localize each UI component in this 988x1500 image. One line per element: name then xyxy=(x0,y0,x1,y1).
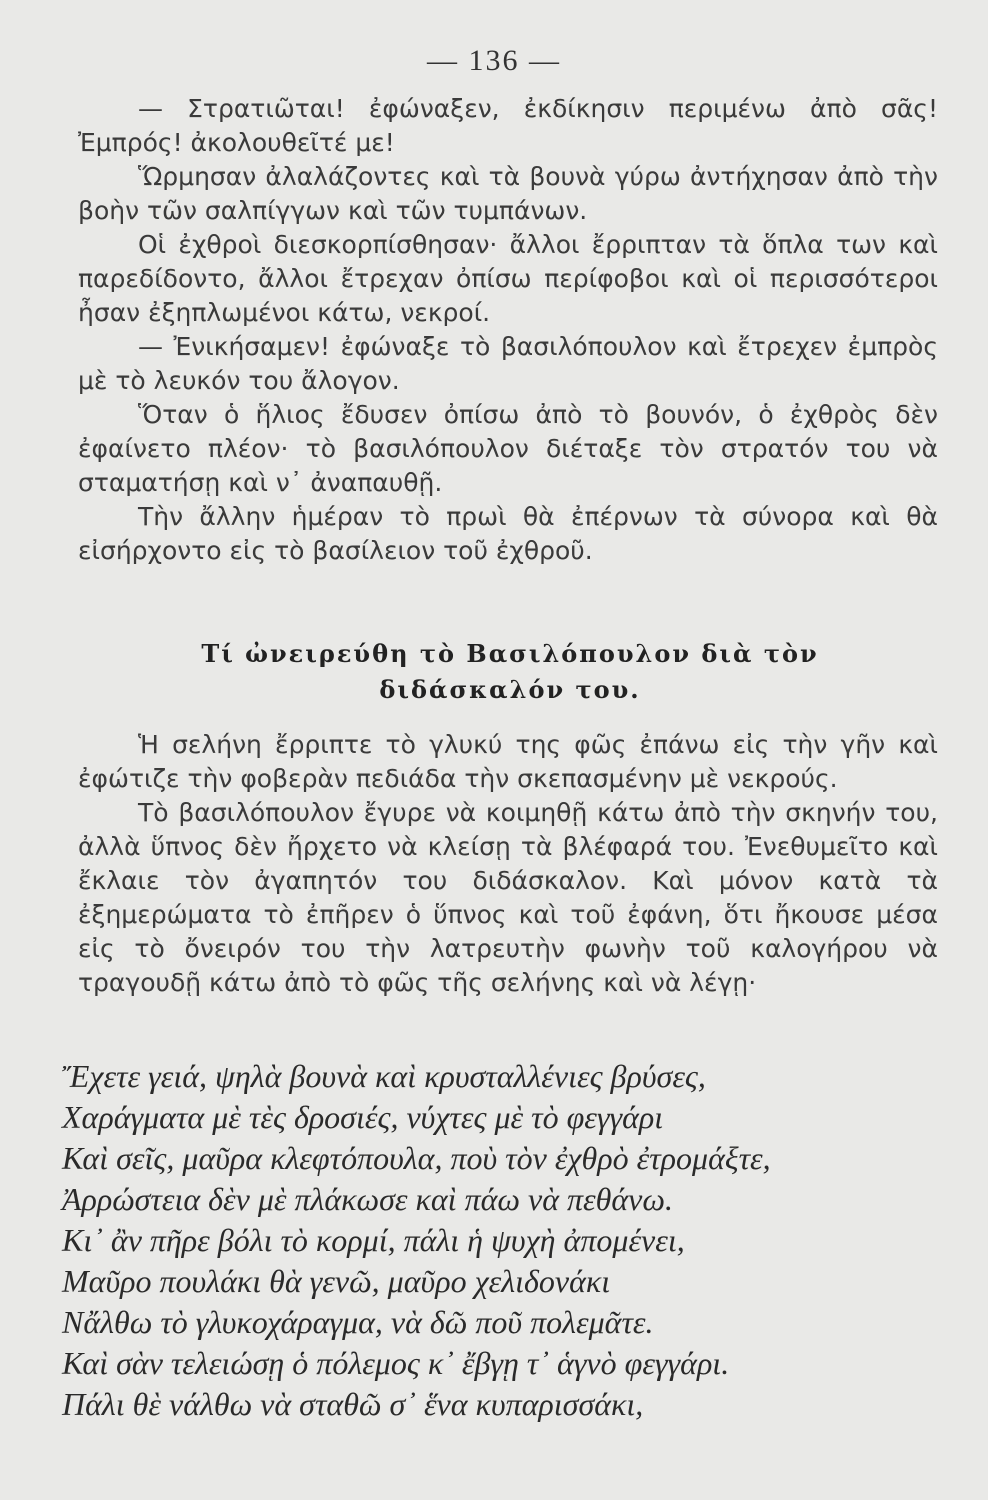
paragraph: Οἱ ἐχθροὶ διεσκορπίσθησαν· ἄλλοι ἔρριπταν τὰ ὅπλα των καὶ παρεδίδοντο, ἄλλοι ἔτρεχαν ὀπίσω περίφοβοι καὶ οἱ περισσότεροι ἦσαν ἐξηπλωμένοι κάτω, νεκροί. xyxy=(78,230,938,327)
paragraph: Τὴν ἄλλην ἡμέραν τὸ πρωὶ θὰ ἐπέρνων τὰ σύνορα καὶ θὰ εἰσήρχοντο εἰς τὸ βασίλειον τοῦ ἐχθροῦ. xyxy=(78,502,938,565)
paragraph: — Ἐνικήσαμεν! ἐφώναξε τὸ βασιλόπουλον καὶ ἔτρεχεν ἐμπρὸς μὲ τὸ λευκόν του ἄλογον. xyxy=(78,332,938,395)
prose-section-battle xyxy=(78,92,938,568)
prose-section-dream xyxy=(78,728,938,1000)
poem-line: Πάλι θὲ νάλθω νὰ σταθῶ σ᾽ ἕνα κυπαρισσάκι, xyxy=(62,1386,644,1422)
page-number: — 136 — xyxy=(427,44,561,77)
chapter-heading-line: διδάσκαλόν του. xyxy=(379,675,641,704)
poem-line: Κι᾽ ἂν πῆρε βόλι τὸ κορμί, πάλι ἡ ψυχὴ ἀπομένει, xyxy=(62,1222,685,1258)
poem-line: Καὶ σεῖς, μαῦρα κλεφτόπουλα, ποὺ τὸν ἐχθρὸ ἐτρομάξτε, xyxy=(62,1140,771,1176)
poem-line: Χαράγματα μὲ τὲς δροσιές, νύχτες μὲ τὸ φεγγάρι xyxy=(62,1099,664,1135)
poem-line: Ἀρρώστεια δὲν μὲ πλάκωσε καὶ πάω νὰ πεθάνω. xyxy=(62,1181,673,1217)
paragraph: Ὅταν ὁ ἥλιος ἔδυσεν ὀπίσω ἀπὸ τὸ βουνόν, ὁ ἐχθρὸς δὲν ἐφαίνετο πλέον· τὸ βασιλόπουλον διέταξε τὸν στρατόν του νὰ σταματήσῃ καὶ ν᾽ ἀναπαυθῇ. xyxy=(78,400,938,497)
poem-line: Καὶ σὰν τελειώσῃ ὁ πόλεμος κ᾽ ἔβγῃ τ᾽ ἁγνὸ φεγγάρι. xyxy=(62,1345,730,1381)
paragraph: Ὥρμησαν ἀλαλάζοντες καὶ τὰ βουνὰ γύρω ἀντήχησαν ἀπὸ τὴν βοὴν τῶν σαλπίγγων καὶ τῶν τυμπάνων. xyxy=(78,162,938,225)
poem-line: Μαῦρο πουλάκι θὰ γενῶ, μαῦρο χελιδονάκι xyxy=(62,1263,611,1299)
chapter-heading-line: Τί ὠνειρεύθη τὸ Βασιλόπουλον διὰ τὸν xyxy=(201,639,819,668)
poem xyxy=(62,1056,942,1425)
paragraph: Τὸ βασιλόπουλον ἔγυρε νὰ κοιμηθῇ κάτω ἀπὸ τὴν σκηνήν του, ἀλλὰ ὕπνος δὲν ἤρχετο νὰ κλείσῃ τὰ βλέφαρά του. Ἐνεθυμεῖτο καὶ ἔκλαιε τὸν ἀγαπητόν του διδάσκαλον. Καὶ μόνον κατὰ τὰ ἐξημερώματα τὸ ἐπῆρεν ὁ ὕπνος καὶ τοῦ ἐφάνη, ὅτι ἤκουσε μέσα εἰς τὸ ὄνειρόν του τὴν λατρευτὴν φωνὴν τοῦ καλογήρου νὰ τραγουδῇ κάτω ἀπὸ τὸ φῶς τῆς σελήνης καὶ νὰ λέγῃ· xyxy=(78,798,938,997)
chapter-heading xyxy=(130,636,890,708)
paragraph: — Στρατιῶται! ἐφώναξεν, ἐκδίκησιν περιμένω ἀπὸ σᾶς! Ἐμπρός! ἀκολουθεῖτέ με! xyxy=(78,94,938,157)
poem-line: Ἔχετε γειά, ψηλὰ βουνὰ καὶ κρυσταλλένιες βρύσες, xyxy=(62,1058,706,1094)
paragraph: Ἡ σελήνη ἔρριπτε τὸ γλυκύ της φῶς ἐπάνω εἰς τὴν γῆν καὶ ἐφώτιζε τὴν φοβερὰν πεδιάδα τὴν σκεπασμένην μὲ νεκρούς. xyxy=(78,730,938,793)
poem-line: Νἄλθω τὸ γλυκοχάραγμα, νὰ δῶ ποῦ πολεμᾶτε. xyxy=(62,1304,654,1340)
